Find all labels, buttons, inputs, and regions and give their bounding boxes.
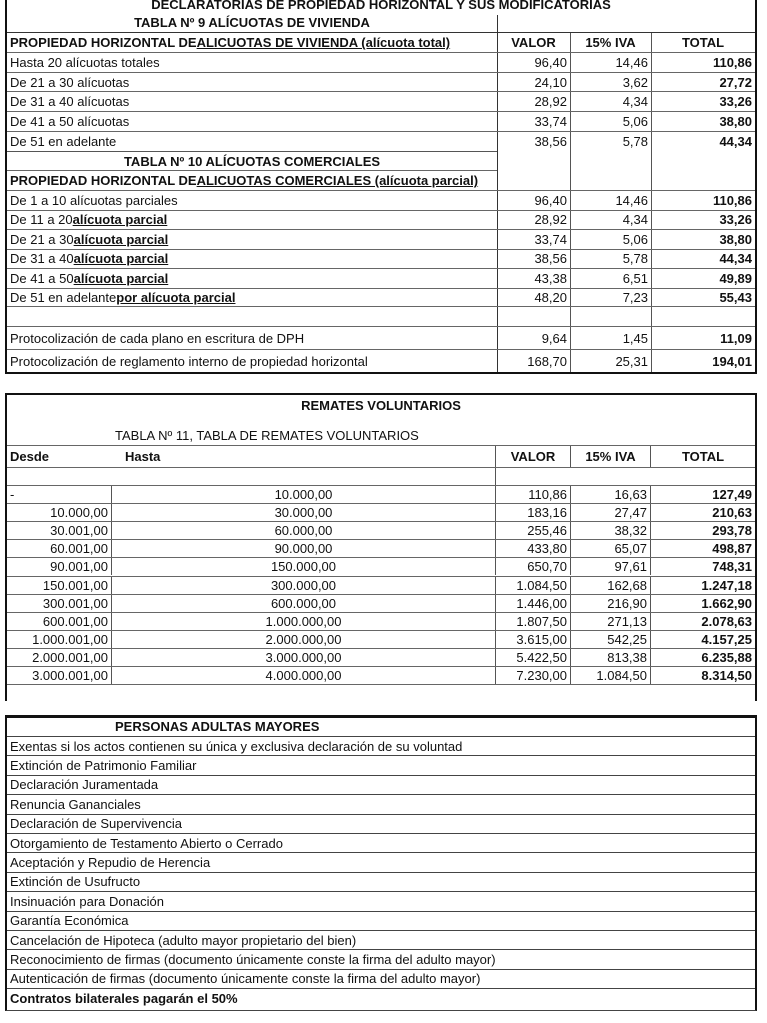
iva-cell: 4,34: [622, 94, 648, 110]
adultos-item: [7, 911, 755, 930]
col-total: TOTAL: [650, 446, 755, 467]
adultos-item: [7, 794, 755, 813]
table9-header-row: [7, 32, 755, 52]
remate-row: [7, 648, 755, 666]
hasta-cell: 90.000,00: [274, 541, 333, 557]
total-cell: 44,34: [719, 133, 752, 149]
valor-cell: 1.084,50: [495, 577, 570, 594]
remates-section-title: REMATES VOLUNTARIOS: [301, 398, 461, 413]
item-label: Declaración Juramentada: [10, 777, 159, 793]
total-cell: 11,09: [720, 330, 752, 346]
desde-cell: 2.000.001,00: [7, 649, 112, 666]
total-cell: 110,86: [712, 192, 752, 208]
iva-cell: 97,61: [570, 558, 650, 575]
table9-title: TABLA Nº 9 ALÍCUOTAS DE VIVIENDA: [134, 15, 370, 30]
col-valor: VALOR: [495, 446, 570, 467]
item-label: Otorgamiento de Testamento Abierto o Cerrado: [10, 835, 283, 851]
row-label: De 31 a 40 alícuota parcial: [10, 251, 169, 267]
iva-cell: 216,90: [570, 595, 650, 612]
item-label: Garantía Económica: [10, 913, 129, 929]
table9-row: [7, 91, 755, 111]
adultos-item: [7, 872, 755, 891]
table10-row: [7, 229, 755, 249]
hasta-cell: 30.000,00: [274, 505, 333, 521]
adultos-mayores-table: [5, 715, 757, 1011]
total-cell: 748,31: [650, 558, 755, 575]
remate-row: [7, 557, 755, 575]
row-label: Hasta 20 alícuotas totales: [10, 54, 160, 70]
hasta-cell: 10.000,00: [274, 487, 333, 503]
remate-row: [7, 612, 755, 630]
row-label: De 1 a 10 alícuotas parciales: [10, 192, 178, 208]
iva-cell: 5,78: [622, 251, 648, 267]
valor-cell: 48,20: [534, 290, 567, 306]
item-label: Declaración de Supervivencia: [10, 816, 182, 832]
row-label: De 21 a 30 alícuota parcial: [10, 231, 169, 247]
item-label: Extinción de Patrimonio Familiar: [10, 758, 197, 774]
table10-title: TABLA Nº 10 ALÍCUOTAS COMERCIALES: [7, 151, 497, 171]
protocolizacion-row: [7, 349, 755, 372]
remate-row: [7, 503, 755, 521]
col-total: TOTAL: [681, 35, 725, 50]
iva-cell: 4,34: [622, 212, 648, 228]
valor-cell: 433,80: [495, 540, 570, 557]
adultos-item: [7, 755, 755, 774]
table11-header-row: [7, 445, 755, 467]
iva-cell: 27,47: [570, 504, 650, 521]
valor-cell: 1.446,00: [495, 595, 570, 612]
iva-cell: 14,46: [615, 192, 648, 208]
desde-cell: 150.001,00: [7, 577, 112, 594]
row-label: Protocolización de reglamento interno de propiedad horizontal: [10, 353, 368, 369]
item-label: Renuncia Gananciales: [10, 796, 141, 812]
remates-voluntarios-table: [5, 393, 757, 701]
iva-cell: 3,62: [622, 74, 648, 90]
hasta-cell: 4.000.000,00: [265, 668, 342, 684]
total-cell: 1.247,18: [650, 577, 755, 594]
item-label: Aceptación y Repudio de Herencia: [10, 855, 211, 871]
table9-row: [7, 111, 755, 131]
hasta-cell: 600.000,00: [270, 595, 337, 611]
iva-cell: 65,07: [570, 540, 650, 557]
table10-row: [7, 190, 755, 210]
valor-cell: 33,74: [534, 113, 567, 129]
valor-cell: 43,38: [534, 270, 567, 286]
table10-header-row: [7, 170, 497, 190]
hasta-cell: 60.000,00: [274, 523, 333, 539]
spacer-row: [7, 684, 755, 704]
total-cell: 49,89: [719, 270, 752, 286]
protocolizacion-row: [7, 326, 755, 349]
total-cell: 210,63: [650, 504, 755, 521]
valor-cell: 33,74: [534, 231, 567, 247]
iva-cell: 6,51: [622, 270, 648, 286]
hasta-cell: 2.000.000,00: [265, 631, 342, 647]
col-valor: VALOR: [511, 35, 556, 50]
adultos-item: [7, 775, 755, 794]
iva-cell: 162,68: [570, 577, 650, 594]
col-iva: 15% IVA: [585, 35, 636, 50]
document-title: DECLARATORIAS DE PROPIEDAD HORIZONTAL Y SUS MODIFICATORIAS: [151, 0, 611, 12]
iva-cell: 14,46: [615, 54, 648, 70]
adultos-item: [7, 930, 755, 949]
total-cell: 33,26: [719, 212, 752, 228]
table10-row: [7, 268, 755, 288]
iva-cell: 5,06: [622, 113, 648, 129]
row-label: De 11 a 20 alícuota parcial: [10, 212, 168, 228]
item-label: Exentas si los actos contienen su única y exclusiva declaración de su voluntad: [10, 738, 463, 754]
valor-cell: 96,40: [534, 192, 567, 208]
row-label: De 51 en adelante por alícuota parcial: [10, 290, 236, 306]
iva-cell: 271,13: [570, 613, 650, 630]
valor-cell: 9,64: [541, 330, 567, 346]
propiedad-horizontal-table: [5, 0, 757, 374]
row-label: De 41 a 50 alícuota parcial: [10, 270, 169, 286]
valor-cell: 650,70: [495, 558, 570, 575]
valor-cell: 28,92: [534, 212, 567, 228]
valor-cell: 38,56: [534, 133, 567, 149]
remate-row: [7, 485, 755, 503]
valor-cell: 110,86: [495, 486, 570, 503]
row-label: De 31 a 40 alícuotas: [10, 94, 130, 110]
desde-cell: 300.001,00: [7, 595, 112, 612]
spacer-row: [7, 467, 755, 485]
row-label: Protocolización de cada plano en escritura de DPH: [10, 330, 305, 346]
adultos-final-note: [7, 988, 755, 1007]
desde-cell: 10.000,00: [7, 504, 112, 521]
adultos-item: [7, 852, 755, 871]
total-cell: 6.235,88: [650, 649, 755, 666]
item-label: Extinción de Usufructo: [10, 874, 141, 890]
remate-row: [7, 539, 755, 557]
iva-cell: 5,78: [622, 133, 648, 149]
total-cell: 33,26: [719, 94, 752, 110]
total-cell: 27,72: [719, 74, 752, 90]
item-label: Cancelación de Hipoteca (adulto mayor propietario del bien): [10, 932, 357, 948]
total-cell: 127,49: [650, 486, 755, 503]
total-cell: 2.078,63: [650, 613, 755, 630]
valor-cell: 183,16: [495, 504, 570, 521]
valor-cell: 28,92: [534, 94, 567, 110]
total-cell: 44,34: [719, 251, 752, 267]
iva-cell: 5,06: [622, 231, 648, 247]
valor-cell: 255,46: [495, 522, 570, 539]
total-cell: 498,87: [650, 540, 755, 557]
desde-cell: 60.001,00: [7, 540, 112, 557]
table10-row: [7, 288, 755, 308]
desde-cell: 30.001,00: [7, 522, 112, 539]
desde-cell: 600.001,00: [7, 613, 112, 630]
total-cell: 8.314,50: [650, 667, 755, 684]
remate-row: [7, 594, 755, 612]
total-cell: 1.662,90: [650, 595, 755, 612]
item-label: Reconocimiento de firmas (documento únicamente conste la firma del adulto mayor): [10, 952, 496, 968]
table10-header-label: PROPIEDAD HORIZONTAL DE ALICUOTAS COMERCIALES (alícuota parcial): [10, 173, 479, 188]
iva-cell: 16,63: [570, 486, 650, 503]
table9-header-label: PROPIEDAD HORIZONTAL DE ALICUOTAS DE VIVIENDA (alícuota total): [10, 35, 451, 50]
valor-cell: 7.230,00: [495, 667, 570, 684]
desde-cell: 90.001,00: [7, 558, 112, 575]
col-hasta: Hasta: [125, 449, 161, 464]
table10-row: [7, 210, 755, 230]
valor-cell: 38,56: [534, 251, 567, 267]
total-cell: 110,86: [712, 54, 752, 70]
remate-row: [7, 666, 755, 684]
adultos-title: PERSONAS ADULTAS MAYORES: [115, 719, 320, 734]
adultos-item: [7, 949, 755, 968]
iva-cell: 7,23: [622, 290, 648, 306]
row-label: De 21 a 30 alícuotas: [10, 74, 130, 90]
total-cell: 194,01: [712, 353, 752, 369]
item-label: Autenticación de firmas (documento únicamente conste la firma del adulto mayor): [10, 971, 481, 987]
adultos-item: [7, 814, 755, 833]
desde-cell: 3.000.001,00: [7, 667, 112, 684]
adultos-item: [7, 891, 755, 910]
desde-cell: -: [7, 486, 112, 503]
table9-row: [7, 131, 755, 151]
valor-cell: 24,10: [534, 74, 567, 90]
row-label: De 41 a 50 alícuotas: [10, 113, 130, 129]
remate-row: [7, 630, 755, 648]
valor-cell: 1.807,50: [495, 613, 570, 630]
adultos-item: [7, 736, 755, 755]
table11-title: TABLA Nº 11, TABLA DE REMATES VOLUNTARIOS: [115, 428, 419, 443]
col-desde: Desde: [10, 449, 50, 464]
valor-cell: 3.615,00: [495, 631, 570, 648]
remate-row: [7, 521, 755, 539]
iva-cell: 38,32: [570, 522, 650, 539]
adultos-item: [7, 833, 755, 852]
iva-cell: 813,38: [570, 649, 650, 666]
hasta-cell: 150.000,00: [270, 559, 337, 575]
table10-row: [7, 249, 755, 269]
valor-cell: 5.422,50: [495, 649, 570, 666]
total-cell: 38,80: [719, 113, 752, 129]
hasta-cell: 3.000.000,00: [265, 649, 342, 665]
table9-row: [7, 72, 755, 92]
hasta-cell: 300.000,00: [270, 577, 337, 593]
total-cell: 293,78: [650, 522, 755, 539]
adultos-item: [7, 969, 755, 988]
spacer-row: [7, 306, 755, 326]
iva-cell: 25,31: [615, 353, 648, 369]
iva-cell: 1,45: [622, 330, 648, 346]
remate-row: [7, 576, 755, 594]
desde-cell: 1.000.001,00: [7, 631, 112, 648]
item-label: Contratos bilaterales pagarán el 50%: [10, 990, 238, 1006]
total-cell: 38,80: [719, 231, 752, 247]
valor-cell: 96,40: [534, 54, 567, 70]
item-label: Insinuación para Donación: [10, 893, 164, 909]
total-cell: 4.157,25: [650, 631, 755, 648]
iva-cell: 1.084,50: [570, 667, 650, 684]
table9-row: [7, 52, 755, 72]
valor-cell: 168,70: [527, 353, 567, 369]
row-label: De 51 en adelante: [10, 133, 117, 149]
col-iva: 15% IVA: [570, 446, 650, 467]
total-cell: 55,43: [719, 290, 752, 306]
iva-cell: 542,25: [570, 631, 650, 648]
hasta-cell: 1.000.000,00: [265, 613, 342, 629]
